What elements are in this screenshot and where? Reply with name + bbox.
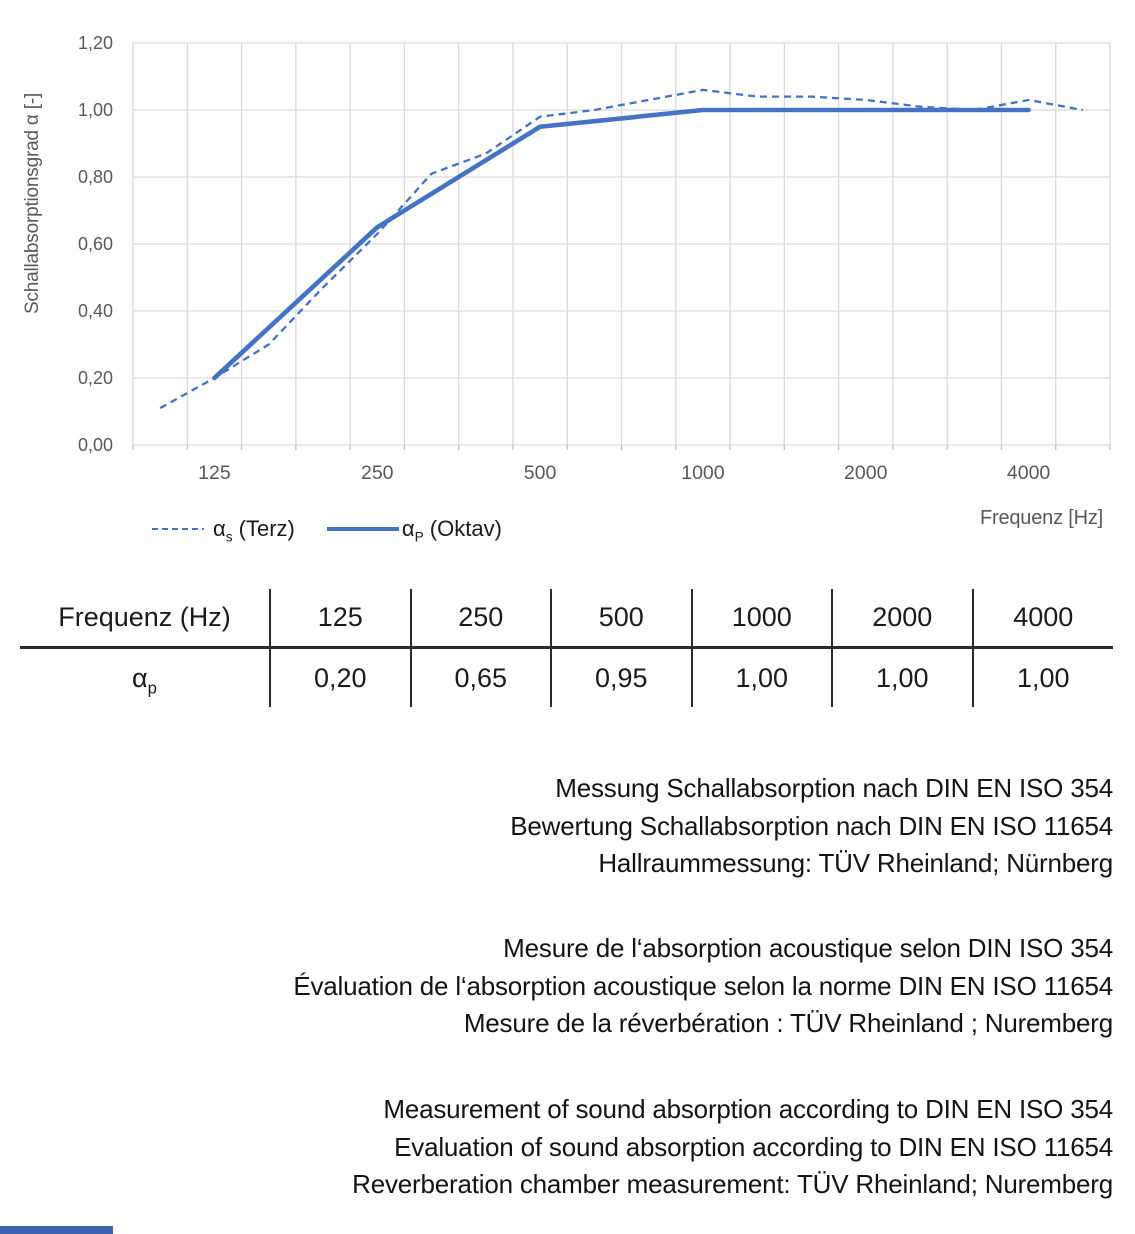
table-value-250: 0,65	[411, 648, 552, 708]
alpha-symbol: α	[213, 516, 226, 541]
table-header-row	[20, 589, 1113, 648]
table-value-125: 0,20	[270, 648, 411, 708]
note-line: Messung Schallabsorption nach DIN EN ISO 354	[555, 773, 1113, 803]
note-line: Hallraummessung: TÜV Rheinland; Nürnberg	[598, 848, 1113, 878]
alpha-subscript: s	[225, 529, 233, 545]
chart-legend	[152, 513, 502, 545]
legend-item-terz	[152, 516, 295, 545]
note-block-german	[510, 770, 1113, 883]
table-header-250: 250	[411, 589, 552, 648]
note-line: Evaluation of sound absorption according to DIN EN ISO 11654	[394, 1131, 1113, 1162]
table-value-2000: 1,00	[832, 648, 973, 708]
legend-item-oktav	[295, 516, 502, 545]
svg-text:125: 125	[198, 462, 231, 484]
table-value-1000: 1,00	[692, 648, 833, 708]
svg-text:0,60: 0,60	[77, 234, 113, 254]
svg-text:1000: 1000	[681, 462, 725, 484]
svg-text:0,00: 0,00	[77, 435, 113, 455]
solid-line-sample-icon	[327, 527, 399, 532]
table-header-frequency: Frequenz (Hz)	[58, 602, 231, 632]
svg-text:2000: 2000	[844, 462, 888, 484]
svg-text:500: 500	[523, 462, 557, 484]
note-line: Reverberation chamber measurement: TÜV Rheinland; Nuremberg	[352, 1169, 1113, 1199]
dashed-line-sample-icon	[152, 528, 204, 531]
table-header-1000: 1000	[692, 589, 833, 648]
note-line: Évaluation de l‘absorption acoustique selon la norme DIN EN ISO 11654	[293, 970, 1113, 1001]
note-block-french	[293, 930, 1113, 1043]
table-header-2000: 2000	[832, 589, 973, 648]
alpha-subscript: P	[414, 529, 424, 545]
note-line: Bewertung Schallabsorption nach DIN EN ISO 11654	[510, 810, 1113, 841]
svg-text:1,20: 1,20	[77, 33, 113, 53]
svg-text:4000: 4000	[1006, 462, 1051, 484]
svg-text:0,80: 0,80	[77, 167, 113, 187]
table-values-row	[20, 648, 1113, 708]
alpha-symbol: α	[401, 516, 415, 541]
note-block-english	[352, 1091, 1113, 1204]
absorption-chart-area	[0, 0, 1135, 570]
svg-text:0,20: 0,20	[77, 368, 113, 388]
alpha-subscript: p	[147, 677, 157, 697]
absorption-line-chart	[0, 0, 1135, 500]
y-axis-title: Schallabsorptionsgrad α [-]	[22, 92, 43, 314]
table-row-label-alpha-p	[20, 648, 270, 708]
table-header-500: 500	[551, 589, 692, 648]
alpha-symbol: α	[132, 662, 148, 693]
note-line: Mesure de l‘absorption acoustique selon DIN ISO 354	[503, 933, 1113, 963]
x-axis-title: Frequenz [Hz]	[979, 507, 1103, 529]
alpha-p-table	[20, 589, 1113, 707]
legend-text: (Terz)	[232, 516, 295, 541]
svg-text:0,40: 0,40	[77, 301, 113, 321]
table-value-4000: 1,00	[973, 648, 1114, 708]
table-value-500: 0,95	[551, 648, 692, 708]
legend-text: (Oktav)	[423, 516, 502, 541]
note-line: Mesure de la réverbération : TÜV Rheinland ; Nuremberg	[463, 1008, 1113, 1038]
svg-text:250: 250	[360, 462, 394, 484]
note-line: Measurement of sound absorption according to DIN EN ISO 354	[383, 1094, 1113, 1124]
footer-accent-bar	[0, 1226, 113, 1234]
svg-text:1,00: 1,00	[77, 100, 113, 120]
legend-label-terz	[213, 516, 295, 545]
table-header-4000: 4000	[973, 589, 1114, 648]
table-header-125: 125	[270, 589, 411, 648]
legend-label-oktav	[401, 516, 502, 545]
